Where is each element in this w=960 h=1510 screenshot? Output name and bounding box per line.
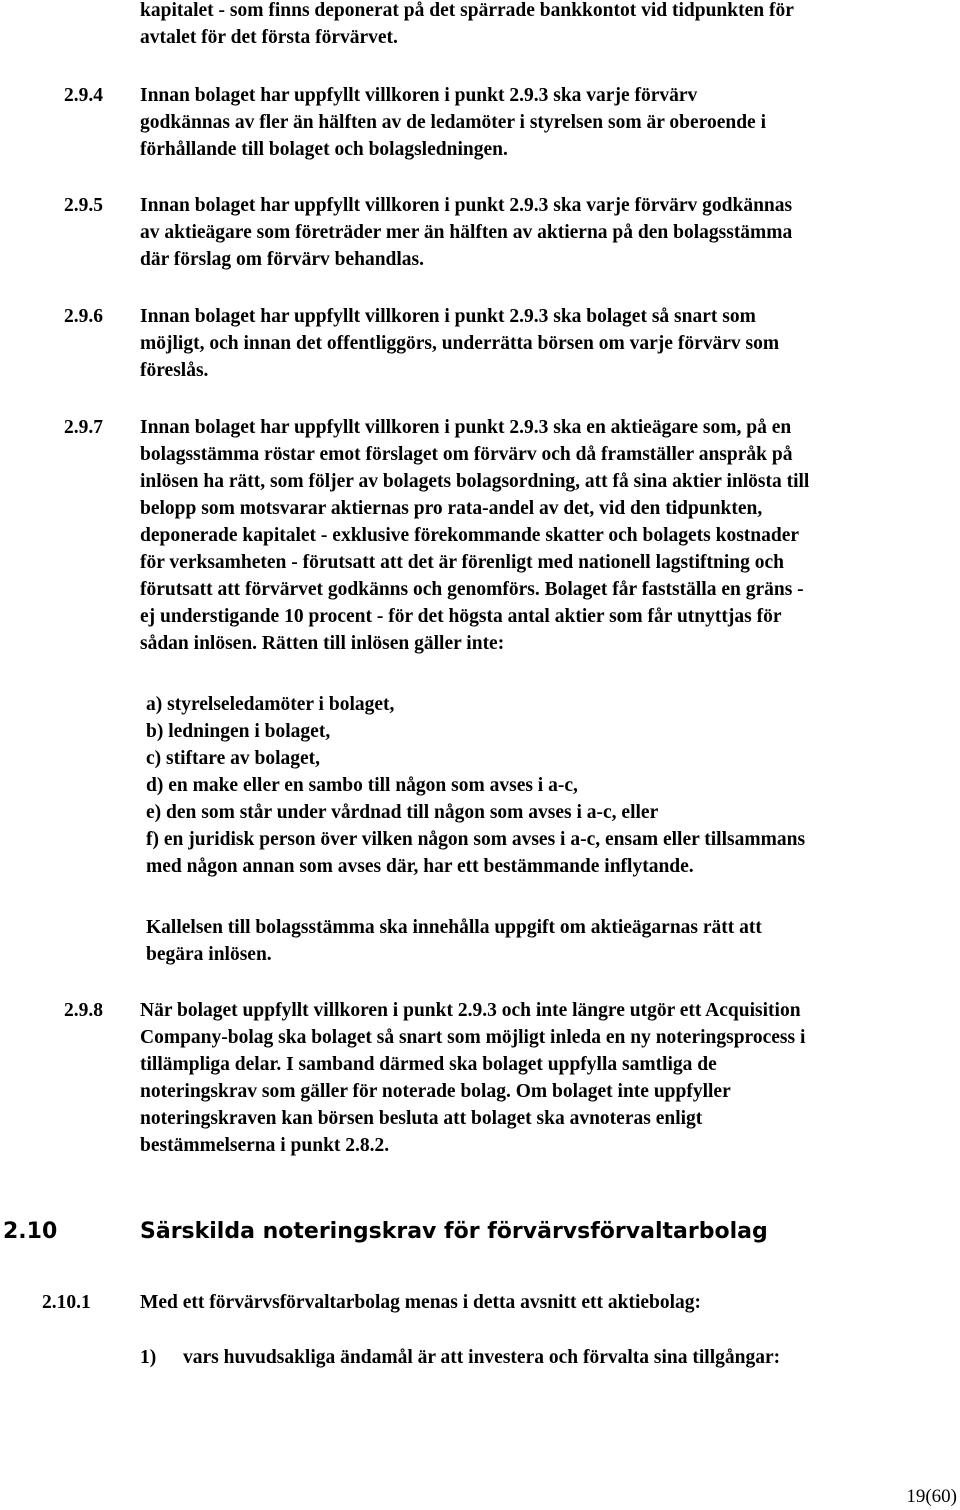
list-item: e) den som står under vårdnad till någon som avses i a-c, eller [146, 802, 659, 823]
text-line: Innan bolaget har uppfyllt villkoren i punkt 2.9.3 ska en aktieägare som, på en [140, 417, 792, 438]
list-item: med någon annan som avses där, har ett bestämmande inflytande. [146, 856, 694, 877]
section-2-10-1 [140, 1289, 701, 1316]
section-heading-number: 2.10 [3, 1219, 58, 1244]
text-line: avtalet för det första förvärvet. [140, 27, 398, 48]
list-item: d) en make eller en sambo till någon som avses i a-c, [146, 775, 578, 796]
text-line: kapitalet - som finns deponerat på det spärrade bankkontot vid tidpunkten för [140, 0, 794, 21]
text-line: tillämpliga delar. I samband därmed ska bolaget uppfylla samtliga de [140, 1054, 717, 1075]
text-line: Company-bolag ska bolaget så snart som möjligt inleda en ny noteringsprocess i [140, 1027, 806, 1048]
top-paragraph [140, 0, 794, 51]
text-line: När bolaget uppfyllt villkoren i punkt 2.9.3 och inte längre utgör ett Acquisition [140, 1000, 801, 1021]
text-line: ej understigande 10 procent - för det högsta antal aktier som får utnyttjas för [140, 606, 782, 627]
text-line: godkännas av fler än hälften av de ledamöter i styrelsen som är oberoende i [140, 112, 766, 133]
section-number: 2.9.4 [64, 85, 103, 106]
section-heading-title: Särskilda noteringskrav för förvärvsförvaltarbolag [140, 1219, 768, 1244]
text-line: noteringskraven kan börsen besluta att bolaget ska avnoteras enligt [140, 1108, 703, 1129]
list-item: a) styrelseledamöter i bolaget, [146, 694, 395, 715]
text-line: för verksamheten - förutsatt att det är förenligt med nationell lagstiftning och [140, 552, 784, 573]
section-number: 2.9.8 [64, 1000, 103, 1021]
section-number: 2.10.1 [42, 1292, 91, 1313]
text-line: Kallelsen till bolagsstämma ska innehålla uppgift om aktieägarnas rätt att [146, 917, 762, 938]
text-line: sådan inlösen. Rätten till inlösen gäller inte: [140, 633, 505, 654]
list-item: c) stiftare av bolaget, [146, 748, 321, 769]
section-number: 2.9.7 [64, 417, 103, 438]
text-line: där förslag om förvärv behandlas. [140, 249, 425, 270]
page-number: 19(60) [906, 1486, 957, 1507]
text-line: förutsatt att förvärvet godkänns och genomförs. Bolaget får fastställa en gräns - [140, 579, 804, 600]
text-line: föreslås. [140, 360, 209, 381]
text-line: möjligt, och innan det offentliggörs, underrätta börsen om varje förvärv som [140, 333, 780, 354]
text-line: förhållande till bolaget och bolagsledningen. [140, 139, 508, 160]
list-item: f) en juridisk person över vilken någon som avses i a-c, ensam eller tillsammans [146, 829, 806, 850]
text-line: av aktieägare som företräder mer än hälften av aktierna på den bolagsstämma [140, 222, 793, 243]
list-item-number: 1) [140, 1347, 157, 1368]
list-item [183, 1344, 780, 1371]
exclusion-list [146, 691, 805, 880]
text-line: deponerade kapitalet - exklusive förekommande skatter och bolagets kostnader [140, 525, 800, 546]
text-line: begära inlösen. [146, 944, 272, 965]
section-2-9-4 [140, 82, 766, 163]
section-2-9-7 [140, 414, 809, 657]
text-line: Med ett förvärvsförvaltarbolag menas i detta avsnitt ett aktiebolag: [140, 1292, 702, 1313]
section-2-9-8 [140, 997, 805, 1159]
text-line: vars huvudsakliga ändamål är att investera och förvalta sina tillgångar: [183, 1347, 781, 1368]
text-line: inlösen ha rätt, som följer av bolagets bolagsordning, att få sina aktier inlösta till [140, 471, 810, 492]
section-2-9-5 [140, 192, 792, 273]
kallelse-paragraph [146, 914, 762, 968]
section-2-9-6 [140, 303, 779, 384]
text-line: Innan bolaget har uppfyllt villkoren i punkt 2.9.3 ska bolaget så snart som [140, 306, 756, 327]
text-line: belopp som motsvarar aktiernas pro rata-andel av det, vid den tidpunkten, [140, 498, 763, 519]
text-line: Innan bolaget har uppfyllt villkoren i punkt 2.9.3 ska varje förvärv [140, 85, 698, 106]
section-number: 2.9.5 [64, 195, 103, 216]
list-item: b) ledningen i bolaget, [146, 721, 331, 742]
text-line: bolagsstämma röstar emot förslaget om förvärv och då framställer anspråk på [140, 444, 793, 465]
text-line: Innan bolaget har uppfyllt villkoren i punkt 2.9.3 ska varje förvärv godkännas [140, 195, 793, 216]
section-number: 2.9.6 [64, 306, 103, 327]
text-line: noteringskrav som gäller för noterade bolag. Om bolaget inte uppfyller [140, 1081, 731, 1102]
text-line: bestämmelserna i punkt 2.8.2. [140, 1135, 390, 1156]
